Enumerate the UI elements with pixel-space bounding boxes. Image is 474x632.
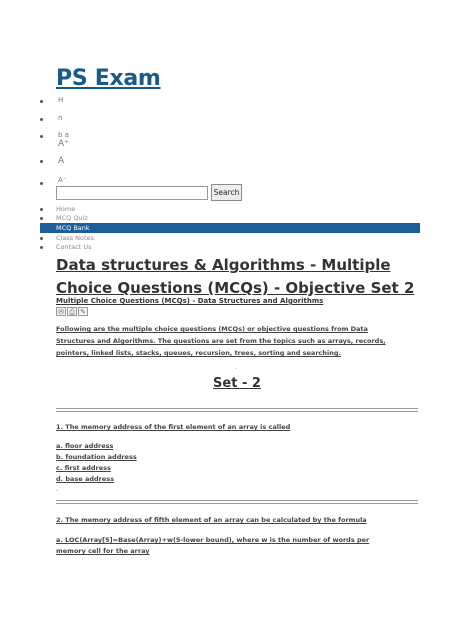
font-reset-icon[interactable]: A xyxy=(58,156,65,166)
set-heading: Set - 2 xyxy=(213,376,261,391)
email-icon[interactable]: ✉ xyxy=(56,307,66,316)
search-button[interactable]: Search xyxy=(211,184,242,201)
list-bullet xyxy=(40,160,43,163)
page-title[interactable]: Data structures & Algorithms - Multiple Choice Questions (MCQs) - Objective Set 2 xyxy=(56,256,415,297)
nav-item-class-notes[interactable]: Class Notes xyxy=(56,234,94,242)
list-bullet xyxy=(40,182,43,185)
divider xyxy=(56,411,418,412)
question-1-option-c[interactable]: c. first address xyxy=(56,464,111,472)
question-1-option-a[interactable]: a. floor address xyxy=(56,442,114,450)
nav-item-contact-us[interactable]: Contact Us xyxy=(56,243,92,251)
list-bullet xyxy=(40,217,43,220)
list-bullet xyxy=(40,246,43,249)
question-2-text: 2. The memory address of fifth element of an array can be calculated by the formula xyxy=(56,516,367,524)
question-2-option-a[interactable]: a. LOC(Array[5]=Base(Array)+w(5-lower bound), where w is the number of words per memory cell for the array xyxy=(56,536,370,555)
divider xyxy=(56,500,418,501)
nav-item-home[interactable]: Home xyxy=(56,205,76,213)
edit-icon[interactable]: ✎ xyxy=(78,307,88,316)
list-bullet xyxy=(40,208,43,211)
question-1-option-b[interactable]: b. foundation address xyxy=(56,453,137,461)
font-increase-icon[interactable]: A⁺ xyxy=(58,139,69,149)
list-bullet xyxy=(40,118,43,121)
separator-dot: . xyxy=(56,486,58,493)
nav-active-highlight xyxy=(40,223,420,233)
list-bullet xyxy=(40,237,43,240)
home-icon[interactable]: H xyxy=(58,96,64,104)
site-title[interactable]: PS Exam xyxy=(56,66,161,91)
divider xyxy=(56,408,418,409)
nav-item-mcq-quiz[interactable]: MCQ Quiz xyxy=(56,214,88,222)
font-decrease-icon[interactable]: A⁻ xyxy=(58,176,67,184)
separator-dot: . xyxy=(235,364,237,371)
print-icon[interactable]: ⎙ xyxy=(67,307,77,316)
article-intro: Following are the multiple choice questions (MCQs) or objective questions from Data Structures and Algorithms. The questions are set from the topics such as arrays, records, pointers, linked lists, stacks, queues, recursion, trees, sorting and searching. xyxy=(56,325,386,357)
question-1-option-d[interactable]: d. base address xyxy=(56,475,115,483)
question-1-text: 1. The memory address of the first element of an array is called xyxy=(56,423,291,431)
nav-item-mcq-bank[interactable]: MCQ Bank xyxy=(56,224,90,232)
n-icon[interactable]: n xyxy=(58,114,63,122)
article-actions xyxy=(56,307,88,316)
article-subtitle[interactable]: Multiple Choice Questions (MCQs) - Data Structures and Algorithms xyxy=(56,297,324,305)
list-bullet xyxy=(40,100,43,103)
divider xyxy=(56,503,418,504)
list-bullet xyxy=(40,135,43,138)
ba-icon[interactable]: b a xyxy=(58,131,69,139)
search-input[interactable] xyxy=(56,186,208,200)
